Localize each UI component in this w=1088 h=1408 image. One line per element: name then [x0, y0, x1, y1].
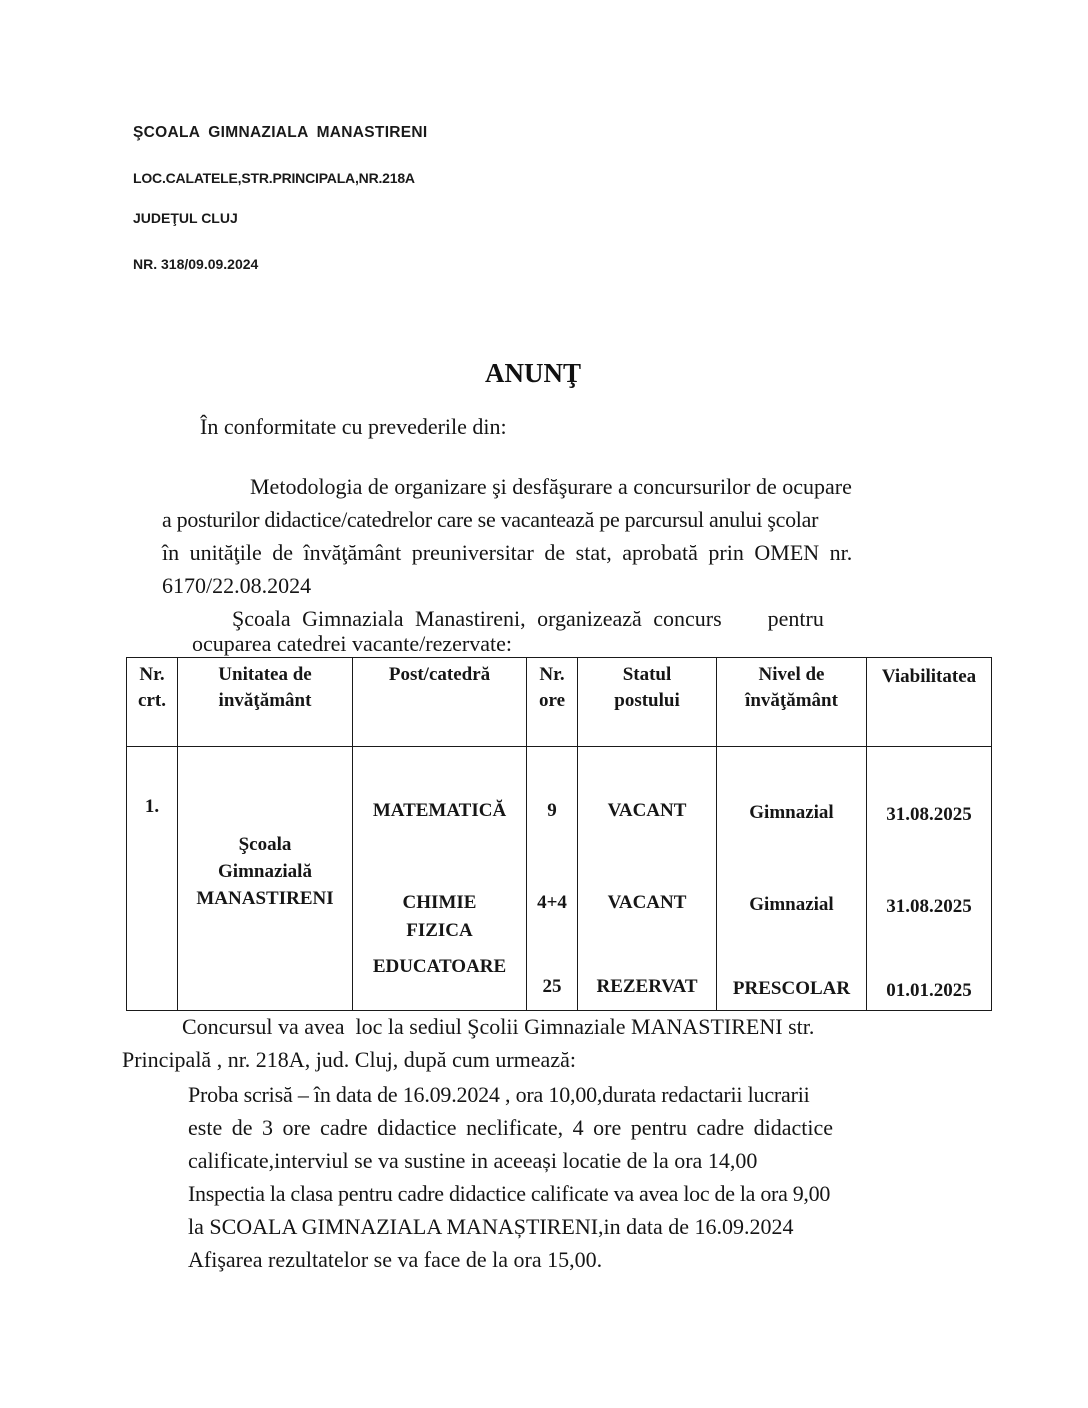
document-title: ANUNŢ [484, 358, 581, 388]
unit-line-2: Gimnazială [218, 861, 312, 882]
cell-nr [127, 747, 178, 1011]
organizer-line-1: Şcoala Gimnaziala Manastireni, organizează concurs pentru [232, 606, 824, 631]
methodology-line-1: Metodologia de organizare şi desfăşurare a concursurilor de ocupare [250, 474, 852, 499]
cell-viability [867, 747, 992, 1011]
details-line-2: este de 3 ore cadre didactice neclificate, 4 ore pentru cadre didactice [188, 1115, 833, 1140]
intro-text: În conformitate cu prevederile din: [200, 414, 507, 439]
unit-line-3: MANASTIRENI [196, 888, 334, 909]
post-educatoare: EDUCATOARE [372, 956, 507, 977]
header-level [717, 658, 867, 747]
registration-number: NR. 318/09.09.2024 [133, 256, 259, 272]
header-nr-crt-line-2: crt. [138, 690, 166, 711]
unit-line-1: Şcoala [238, 834, 292, 855]
status-3: REZERVAT [596, 976, 698, 997]
hours-3: 25 [542, 976, 562, 997]
header-status [578, 658, 717, 747]
header-nr-crt-line-1: Nr. [139, 664, 165, 685]
hours-2: 4+4 [537, 892, 567, 913]
hours-1: 9 [547, 800, 557, 821]
table-row [127, 747, 992, 1011]
details-line-5: la SCOALA GIMNAZIALA MANAȘTIRENI,in data de 16.09.2024 [188, 1214, 794, 1239]
cell-unit [178, 747, 353, 1011]
cell-post [353, 747, 527, 1011]
post-fizica: FIZICA [406, 920, 473, 941]
post-matematica: MATEMATICĂ [372, 800, 507, 821]
header-unit [178, 658, 353, 747]
details-line-4: Inspectia la clasa pentru cadre didactice calificate va avea loc de la ora 9,00 [188, 1181, 831, 1206]
methodology-line-4: 6170/22.08.2024 [162, 573, 312, 598]
table-header-row [127, 658, 992, 747]
school-address: LOC.CALATELE,STR.PRINCIPALA,NR.218A [133, 170, 415, 186]
header-level-line-2: învăţământ [745, 690, 838, 711]
positions-table [126, 657, 992, 1011]
header-hours-line-2: ore [538, 690, 566, 711]
header-nr-crt [127, 658, 178, 747]
post-chimie: CHIMIE [402, 892, 477, 913]
methodology-line-2: a posturilor didactice/catedrelor care se vacantează pe parcursul anului şcolar [162, 507, 819, 532]
level-3: PRESCOLAR [732, 978, 851, 999]
organizer-line-2: ocuparea catedrei vacante/rezervate: [192, 631, 512, 656]
cell-level [717, 747, 867, 1011]
school-name: ŞCOALA GIMNAZIALA MANASTIRENI [133, 124, 428, 141]
contest-location-paragraph [122, 1010, 934, 1076]
schedule-details [188, 1078, 934, 1276]
cell-hours [527, 747, 578, 1011]
header-post-label: Post/catedră [388, 664, 491, 685]
details-line-6: Afişarea rezultatelor se va face de la ora 15,00. [188, 1247, 603, 1272]
row-number: 1. [144, 796, 160, 817]
status-1: VACANT [607, 800, 687, 821]
school-county: JUDEŢUL CLUJ [133, 210, 238, 226]
header-post [353, 658, 527, 747]
header-hours-line-1: Nr. [539, 664, 565, 685]
header-status-line-1: Statul [622, 664, 672, 685]
header-level-line-1: Nivel de [758, 664, 825, 685]
details-line-1: Proba scrisă – în data de 16.09.2024 , ora 10,00,durata redactarii lucrarii [188, 1082, 810, 1107]
cell-status [578, 747, 717, 1011]
methodology-line-3: în unităţile de învăţământ preuniversitar de stat, aprobată prin OMEN nr. [162, 540, 853, 565]
header-status-line-2: postului [614, 690, 680, 711]
status-2: VACANT [607, 892, 687, 913]
contest-line-1: Concursul va avea loc la sediul Şcolii Gimnaziale MANASTIRENI str. [182, 1014, 815, 1039]
level-1: Gimnazial [749, 802, 834, 823]
header-viability [867, 658, 992, 747]
viability-1: 31.08.2025 [886, 804, 972, 825]
header-viability-label: Viabilitatea [881, 666, 977, 687]
level-2: Gimnazial [749, 894, 834, 915]
contest-line-2: Principală , nr. 218A, jud. Cluj, după cum urmează: [122, 1047, 576, 1072]
viability-2: 31.08.2025 [886, 896, 972, 917]
header-hours [527, 658, 578, 747]
details-line-3: calificate,interviul se va sustine in aceeași locatie de la ora 14,00 [188, 1148, 758, 1173]
methodology-paragraph [162, 470, 934, 602]
header-unit-line-2: invăţământ [218, 690, 312, 711]
organizer-paragraph [192, 602, 934, 660]
header-unit-line-1: Unitatea de [218, 664, 312, 685]
viability-3: 01.01.2025 [886, 980, 972, 1001]
